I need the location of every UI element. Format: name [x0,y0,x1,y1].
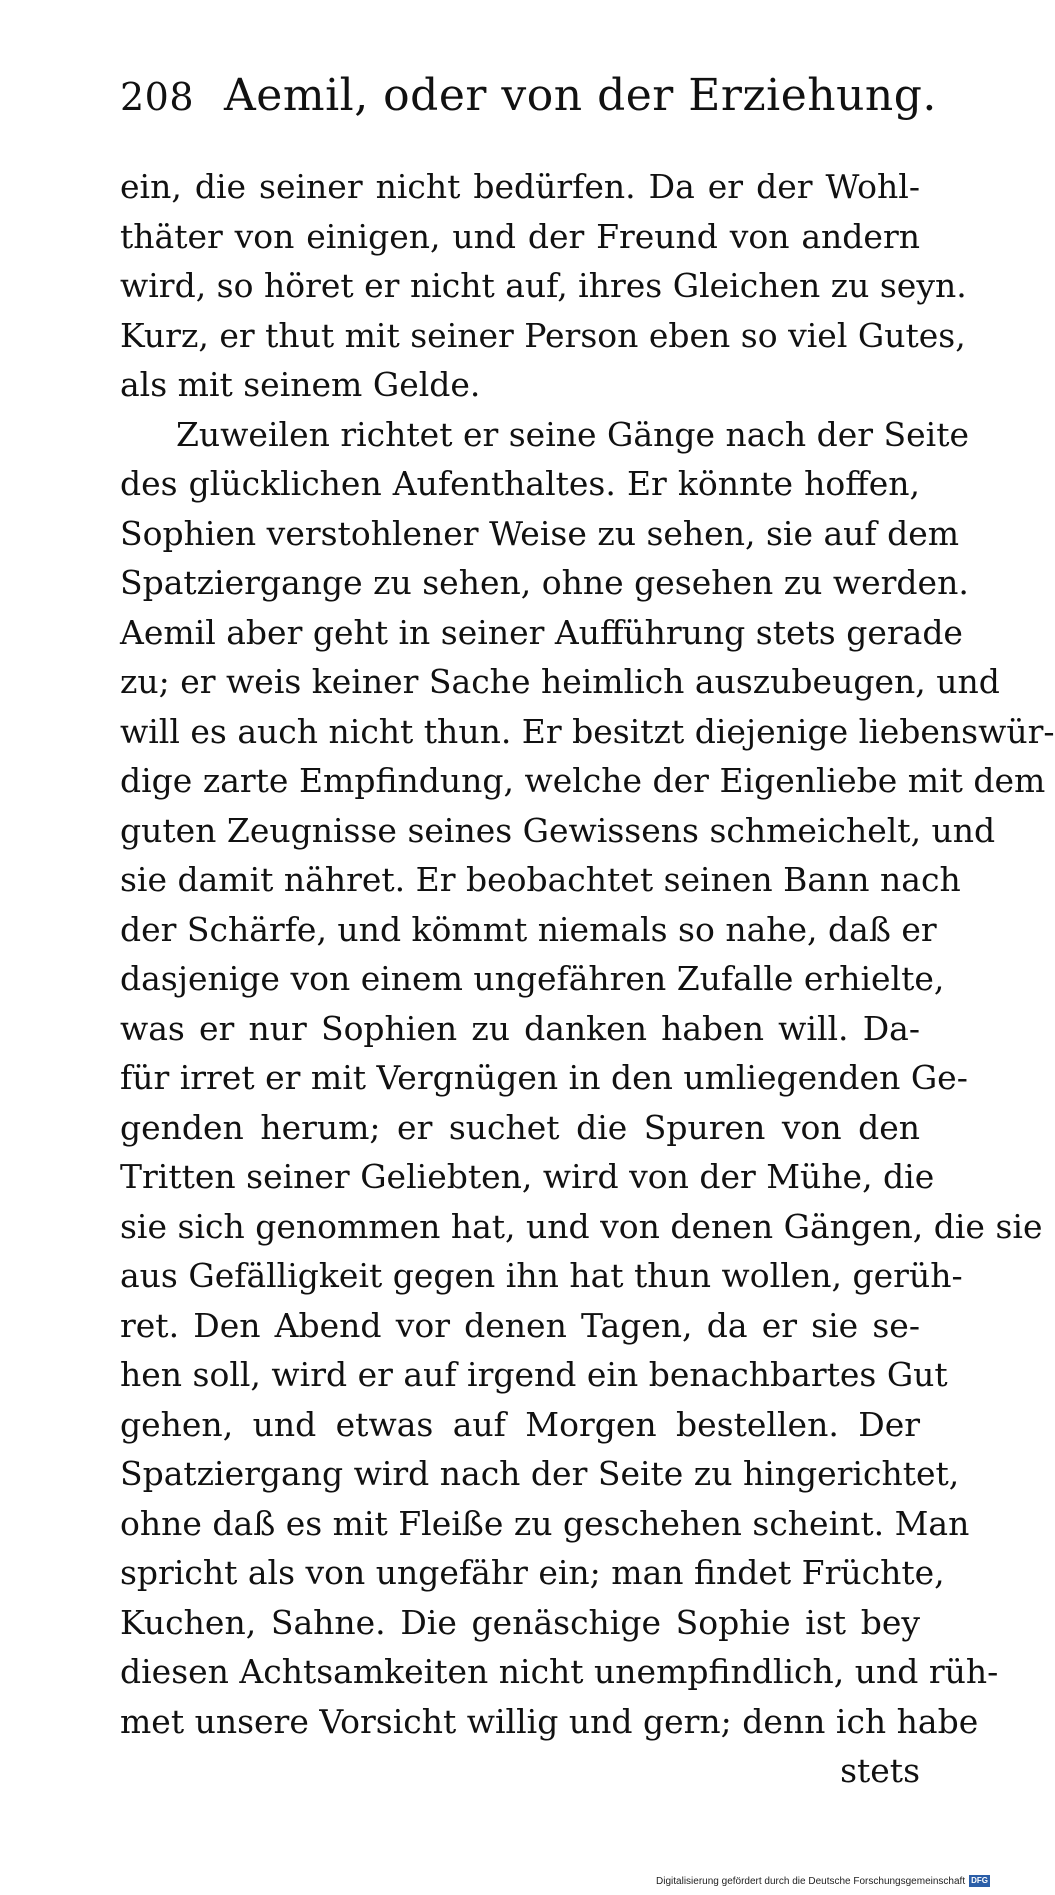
text-line: genden herum; er suchet die Spuren von den [120,1107,920,1147]
text-line: Sophien verstohlener Weise zu sehen, sie auf dem [120,513,960,553]
text-line: wird, so höret er nicht auf, ihres Gleichen zu seyn. [120,266,967,305]
text-line: dige zarte Empfindung, welche der Eigenliebe mit dem [120,761,1046,800]
text-line: sie sich genommen hat, und von denen Gängen, die sie [120,1206,1043,1246]
text-line: will es auch nicht thun. Er besitzt diejenige liebenswür- [120,711,1055,751]
text-line: met unsere Vorsicht willig und gern; denn ich habe [120,1701,979,1741]
text-line: thäter von einigen, und der Freund von andern [120,216,920,256]
text-line: sie damit nähret. Er beobachtet seinen Bann nach [120,860,961,899]
text-line: was er nur Sophien zu danken haben will. Da- [120,1008,920,1048]
text-line: ret. Den Abend vor denen Tagen, da er sie se- [120,1305,920,1345]
text-line: aus Gefälligkeit gegen ihn hat thun wollen, gerüh- [120,1256,963,1295]
text-line: diesen Achtsamkeiten nicht unempfindlich, und rüh- [120,1652,999,1691]
text-line: Tritten seiner Geliebten, wird von der Mühe, die [120,1157,935,1196]
dfg-logo: DFG [971,1876,988,1885]
text-line: Spatziergange zu sehen, ohne gesehen zu werden. [120,563,969,602]
text-line: Kurz, er thut mit seiner Person eben so viel Gutes, [120,315,966,355]
body-text [120,162,1055,1796]
text-line: zu; er weis keiner Sache heimlich auszubeugen, und [120,662,1000,701]
catchword: stets [840,1751,920,1790]
text-line: als mit seinem Gelde. [120,365,481,404]
text-line: guten Zeugnisse seines Gewissens schmeichelt, und [120,810,996,850]
running-title: Aemil, oder von der Erziehung. [224,70,937,121]
text-line: gehen, und etwas auf Morgen bestellen. Der [120,1404,920,1444]
paragraph-start-line: Zuweilen richtet er seine Gänge nach der Seite [176,414,970,454]
text-line: Spatziergang wird nach der Seite zu hingerichtet, [120,1454,960,1493]
text-line: ein, die seiner nicht bedürfen. Da er der Wohl- [120,167,920,206]
text-line: ohne daß es mit Fleiße zu geschehen scheint. Man [120,1503,970,1543]
text-line: Kuchen, Sahne. Die genäschige Sophie ist bey [120,1602,920,1642]
page-number: 208 [120,75,195,119]
text-line: für irret er mit Vergnügen in den umliegenden Ge- [120,1058,968,1097]
digitization-credit [656,1875,990,1887]
text-line: der Schärfe, und kömmt niemals so nahe, daß er [120,909,937,949]
page-header [120,70,937,130]
text-line: des glücklichen Aufenthaltes. Er könnte hoffen, [120,464,920,503]
text-line: dasjenige von einem ungefähren Zufalle erhielte, [120,959,945,998]
text-line: Aemil aber geht in seiner Aufführung stets gerade [120,612,963,652]
credit-text: Digitalisierung gefördert durch die Deutsche Forschungsgemeinschaft [656,1875,966,1887]
text-line: hen soll, wird er auf irgend ein benachbartes Gut [120,1355,948,1394]
text-line: spricht als von ungefähr ein; man findet Früchte, [120,1553,945,1592]
